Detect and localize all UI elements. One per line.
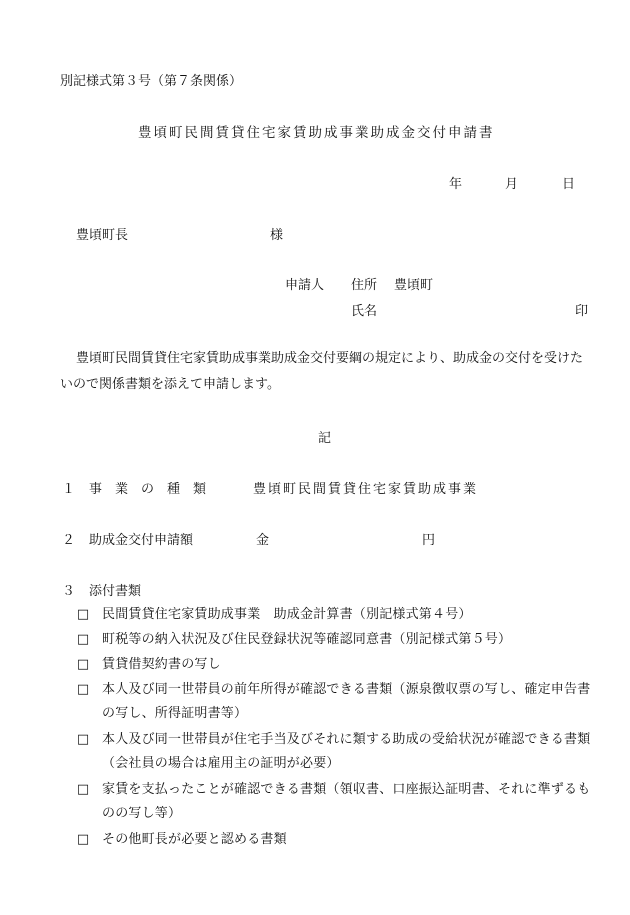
- section2-number: ２: [62, 533, 76, 548]
- attachment-text: 本人及び同一世帯員の前年所得が確認できる書類（源泉徴収票の写し、確定申告書の写し、所得証明書等）: [102, 682, 591, 721]
- amount-prefix: 金: [256, 533, 270, 548]
- attachment-text: 町税等の納入状況及び住民登録状況等確認同意書（別記様式第５号）: [102, 632, 512, 647]
- section1-value: 豊頃町民間賃貸住宅家賃助成事業: [253, 482, 479, 497]
- date-year-label: 年: [449, 177, 463, 192]
- attachment-checkbox[interactable]: □: [76, 657, 90, 672]
- section1-number: １: [62, 482, 76, 497]
- attachment-checkbox[interactable]: □: [76, 632, 90, 647]
- addressee-honorific: 様: [270, 228, 284, 243]
- application-statement: 豊頃町民間賃貸住宅家賃助成事業助成金交付要綱の規定により、助成金の交付を受けたいので関係書類を添えて申請します。: [60, 351, 584, 392]
- attachment-checkbox[interactable]: □: [76, 782, 90, 797]
- attachment-text: その他町長が必要と認める書類: [102, 832, 287, 847]
- attachment-checkbox[interactable]: □: [76, 732, 90, 747]
- attachment-text: 賃貸借契約書の写し: [102, 657, 221, 672]
- attachment-checkbox[interactable]: □: [76, 607, 90, 622]
- attachment-text: 家賃を支払ったことが確認できる書類（領収書、口座振込証明書、それに準ずるものの写し等）: [102, 782, 591, 821]
- section3-number: ３: [62, 584, 76, 599]
- ki-heading: 記: [318, 431, 332, 446]
- applicant-label: 申請人: [285, 278, 325, 293]
- attachment-text: 民間賃貸住宅家賃助成事業 助成金計算書（別記様式第４号）: [102, 607, 472, 622]
- date-month-label: 月: [505, 177, 519, 192]
- section1-label: 事 業 の 種 類: [89, 482, 207, 497]
- document-title: 豊頃町民間賃貸住宅家賃助成事業助成金交付申請書: [138, 125, 495, 141]
- amount-suffix: 円: [422, 533, 436, 548]
- address-label: 住所: [351, 278, 378, 293]
- attachment-checkbox[interactable]: □: [76, 682, 90, 697]
- address-value: 豊頃町: [394, 278, 434, 293]
- attachment-checkbox[interactable]: □: [76, 832, 90, 847]
- section3-label: 添付書類: [89, 584, 142, 599]
- addressee-name: 豊頃町長: [76, 228, 129, 243]
- form-reference: 別記様式第３号（第７条関係）: [60, 74, 243, 89]
- section2-label: 助成金交付申請額: [89, 533, 194, 548]
- name-label: 氏名: [351, 304, 378, 319]
- attachment-text: 本人及び同一世帯員が住宅手当及びそれに類する助成の受給状況が確認できる書類（会社員の場合は雇用主の証明が必要）: [102, 732, 591, 771]
- date-day-label: 日: [562, 177, 576, 192]
- seal-mark: 印: [575, 304, 589, 319]
